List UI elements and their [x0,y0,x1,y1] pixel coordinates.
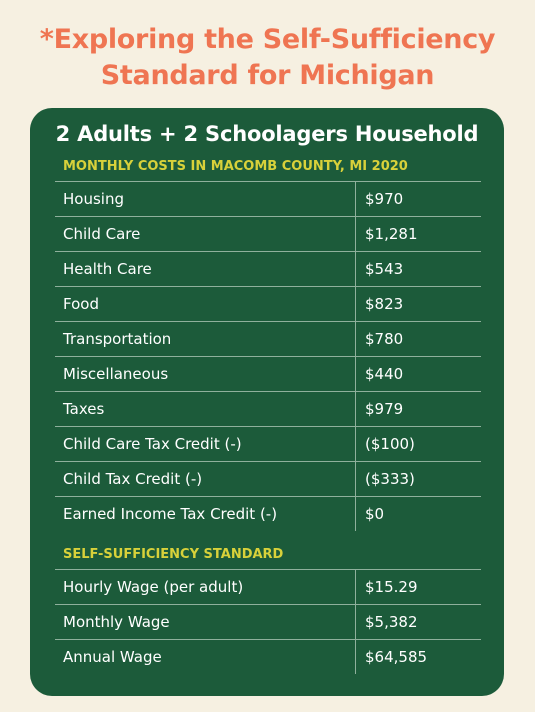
row-value: $979 [365,400,404,418]
row-value: $1,281 [365,225,418,243]
row-label: Monthly Wage [63,613,170,631]
row-label: Food [63,295,99,313]
table-row [55,497,481,531]
table-row [55,392,481,427]
row-value: ($100) [365,435,415,453]
column-divider [355,182,356,216]
table-row [55,640,481,674]
column-divider [355,322,356,356]
row-value: $543 [365,260,404,278]
self-sufficiency-table [55,569,481,674]
monthly-costs-section-label: MONTHLY COSTS IN MACOMB COUNTY, MI 2020 [63,159,408,174]
table-row [55,427,481,462]
row-label: Health Care [63,260,152,278]
row-label: Taxes [63,400,105,418]
table-row [55,252,481,287]
column-divider [355,217,356,251]
row-label: Child Tax Credit (-) [63,470,203,488]
column-divider [355,287,356,321]
table-row [55,287,481,322]
household-card [30,108,504,696]
page-headline [0,22,535,94]
row-label: Miscellaneous [63,365,169,383]
row-label: Transportation [63,330,172,348]
column-divider [355,357,356,391]
table-row [55,182,481,217]
row-value: $15.29 [365,578,418,596]
card-title: 2 Adults + 2 Schoolagers Household [55,122,479,146]
row-label: Earned Income Tax Credit (-) [63,505,278,523]
row-value: $64,585 [365,648,428,666]
row-value: $970 [365,190,404,208]
row-label: Child Care [63,225,141,243]
row-value: $823 [365,295,404,313]
headline-line-2: Standard for Michigan [100,60,435,91]
column-divider [355,427,356,461]
table-row [55,570,481,605]
row-label: Annual Wage [63,648,162,666]
column-divider [355,252,356,286]
table-row [55,217,481,252]
row-value: $0 [365,505,385,523]
table-row [55,357,481,392]
headline-line-1: *Exploring the Self-Sufficiency [39,24,496,55]
table-row [55,462,481,497]
row-value: $780 [365,330,404,348]
row-value: ($333) [365,470,415,488]
row-label: Housing [63,190,124,208]
table-row [55,322,481,357]
row-label: Hourly Wage (per adult) [63,578,244,596]
column-divider [355,462,356,496]
row-value: $5,382 [365,613,418,631]
column-divider [355,605,356,639]
row-label: Child Care Tax Credit (-) [63,435,242,453]
column-divider [355,497,356,531]
monthly-costs-table [55,181,481,531]
column-divider [355,570,356,604]
column-divider [355,640,356,674]
row-value: $440 [365,365,404,383]
table-row [55,605,481,640]
standard-section-label: SELF-SUFFICIENCY STANDARD [63,547,284,562]
column-divider [355,392,356,426]
